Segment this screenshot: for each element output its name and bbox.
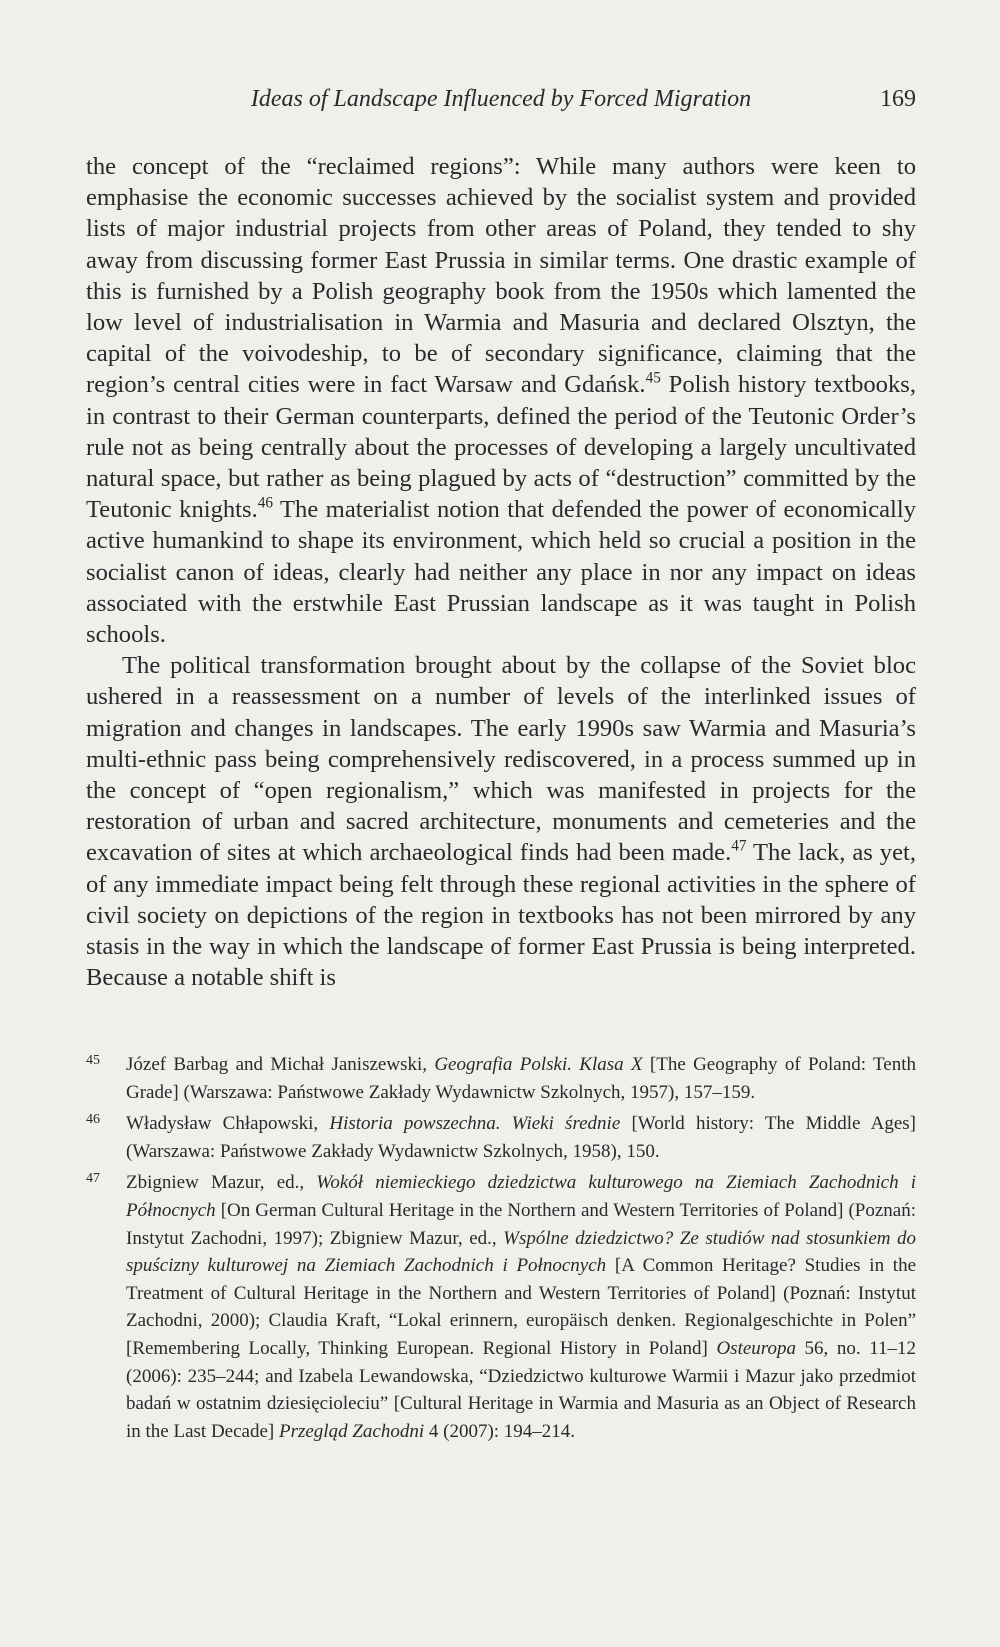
footnotes xyxy=(86,1051,916,1449)
footnote-text xyxy=(126,1051,916,1106)
footnote-segment: [A Common Heritage? Studies in the Treatment of Cultural Heritage in the Northern and Western Territories of Poland] (Poznań: Instytut Zachodni, 2000); Claudia Kraft, “Lokal erinnern, europäisch denken. Regionalgeschichte in Polen” [Remembering Locally, Thinking European. Regional History in Poland] xyxy=(126,1255,917,1359)
paragraph-1 xyxy=(86,151,916,650)
body-text xyxy=(86,151,916,993)
footnote-segment: [World history: The Middle Ages] (Warszawa: Państwowe Zakłady Wydawnictw Szkolnych, 1958), 150. xyxy=(126,1113,916,1162)
footnote-ref-47: 47 xyxy=(731,838,747,856)
footnote-ref-46: 46 xyxy=(257,494,273,512)
footnote-segment: Zbigniew Mazur, ed., xyxy=(126,1172,317,1194)
paragraph-2 xyxy=(86,650,916,993)
footnote-segment: [On German Cultural Heritage in the Northern and Western Territories of Poland] (Poznań: Instytut Zachodni, 1997); Zbigniew Mazur, ed., xyxy=(126,1199,916,1249)
footnote-title: Wspólne dziedzictwo? Ze studiów nad stosunkiem do spuścizny kulturowej na Ziemiach Zachodnich i Połnocnych xyxy=(126,1227,916,1277)
footnote-number: 45 xyxy=(86,1053,100,1068)
page-number: 169 xyxy=(880,86,916,112)
footnote-title: Wokół niemieckiego dziedzictwa kulturowego na Ziemiach Zachodnich i Północnych xyxy=(126,1172,917,1221)
footnote-45 xyxy=(86,1051,916,1106)
paragraph-2-text-b: The lack, as yet, of any immediate impact being felt through these regional activities in the sphere of civil society on depictions of the region in textbooks has not been mirrored by any stasis in the way in which the landscape of former East Prussia is being interpreted. Because a notable shift is xyxy=(86,839,916,992)
footnote-46 xyxy=(86,1110,916,1165)
footnote-47 xyxy=(86,1169,916,1445)
footnote-segment: Józef Barbag and Michał Janiszewski, xyxy=(126,1054,435,1075)
footnote-text xyxy=(126,1169,916,1445)
footnote-title: Osteuropa xyxy=(716,1337,796,1359)
footnote-title: Geografia Polski. Klasa X xyxy=(434,1054,643,1075)
footnote-segment: 4 (2007): 194–214. xyxy=(424,1420,576,1442)
paragraph-2-text-a: The political transformation brought about by the collapse of the Soviet bloc ushered in a reassessment on a number of levels of the interlinked issues of migration and changes in landscapes. The early 1990s saw Warmia and Masuria’s multi-ethnic pass being comprehensively rediscovered, in a process summed up in the concept of “open regionalism,” which was manifested in projects for the restoration of urban and sacred architecture, monuments and cemeteries and the excavation of sites at which archaeological finds had been made. xyxy=(86,652,916,867)
footnote-segment: Władysław Chłapowski, xyxy=(126,1113,330,1135)
footnote-segment: 56, no. 11–12 (2006): 235–244; and Izabela Lewandowska, “Dziedzictwo kulturowe Warmii i Mazur jako przedmiot badań w ostatnim dziesięcioleciu” [Cultural Heritage in Warmia and Masuria as an Object of Research in the Last Decade] xyxy=(126,1337,916,1442)
paragraph-1-text-a: the concept of the “reclaimed regions”: While many authors were keen to emphasise the economic successes achieved by the socialist system and provided lists of major industrial projects from other areas of Poland, they tended to shy away from discussing former East Prussia in similar terms. One drastic example of this is furnished by a Polish geography book from the 1950s which lamented the low level of industrialisation in Warmia and Masuria and declared Olsztyn, the capital of the voivodeship, to be of secondary significance, claiming that the region’s central cities were in fact Warsaw and Gdańsk. xyxy=(86,153,916,399)
footnote-number: 47 xyxy=(86,1171,100,1187)
running-title: Ideas of Landscape Influenced by Forced Migration xyxy=(250,86,752,112)
footnote-title: Przegląd Zachodni xyxy=(278,1420,425,1442)
footnote-title: Historia powszechna. Wieki średnie xyxy=(329,1113,621,1135)
paragraph-1-text-b: Polish history textbooks, in contrast to their German counterparts, defined the period of the Teutonic Order’s rule not as being centrally about the processes of developing a largely uncultivated natural space, but rather as being plagued by acts of “destruction” committed by the Teutonic knights. xyxy=(86,371,916,524)
footnote-number: 46 xyxy=(86,1112,100,1128)
footnote-text xyxy=(126,1110,916,1165)
running-header xyxy=(86,86,916,120)
footnote-segment: [The Geography of Poland: Tenth Grade] (Warszawa: Państwowe Zakłady Wydawnictw Szkolnych, 1957), 157–159. xyxy=(126,1054,916,1103)
footnote-ref-45: 45 xyxy=(645,369,661,387)
paragraph-1-text-c: The materialist notion that defended the power of economically active humankind to shape its environment, which held so crucial a position in the socialist canon of ideas, clearly had neither any place in nor any impact on ideas associated with the erstwhile East Prussian landscape as it was taught in Polish schools. xyxy=(86,496,917,649)
